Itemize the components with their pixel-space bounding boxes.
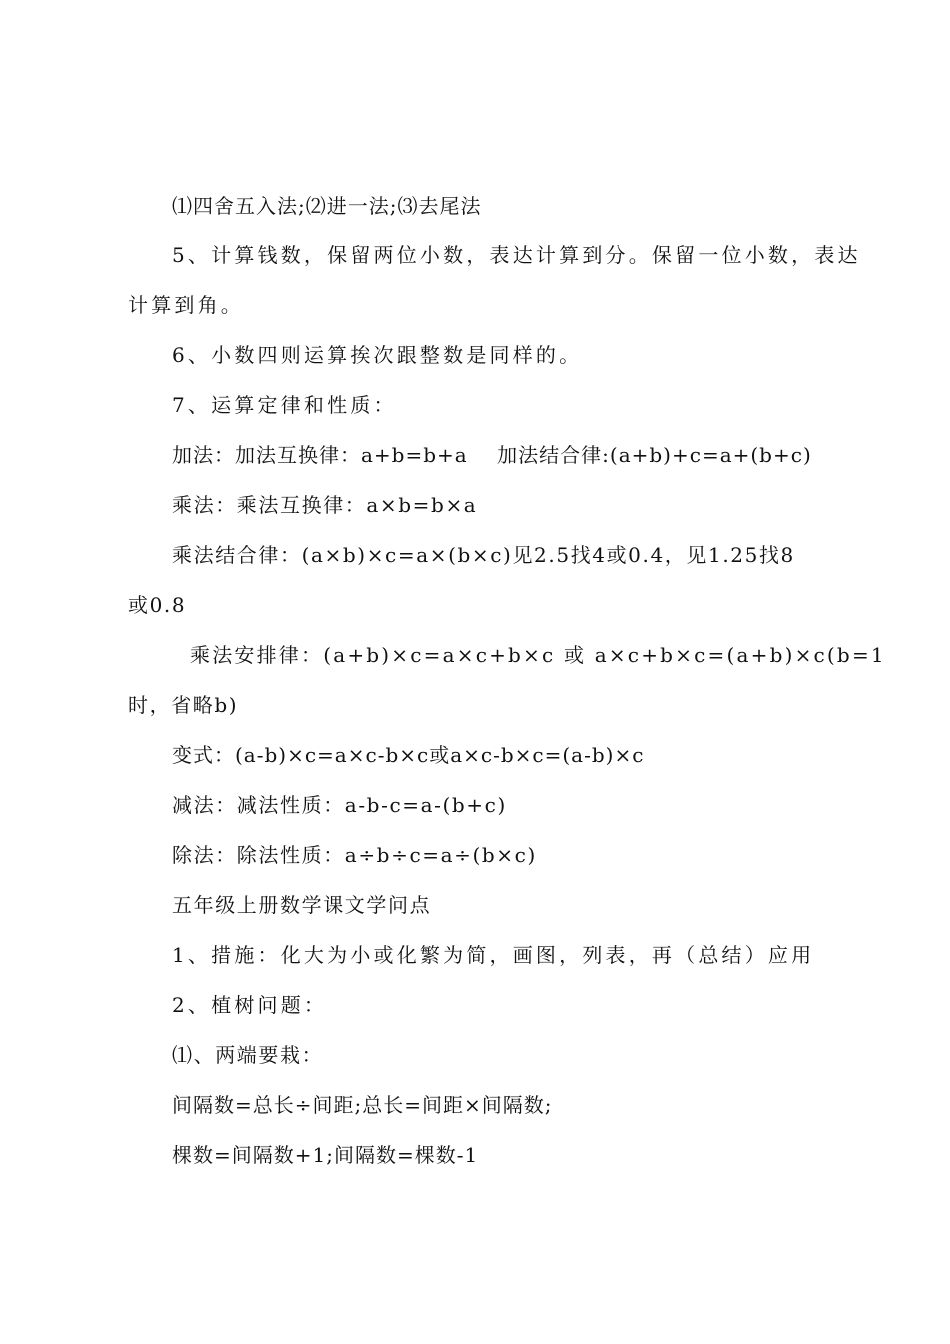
item-5-continuation: 计算到角。 [128,293,244,317]
division-property-line: 除法：除法性质：a÷b÷c=a÷(b×c) [172,843,537,867]
tree-planting-heading: 2、植树问题： [172,993,328,1017]
multiplication-associative-continuation: 或0.8 [128,593,187,617]
distributive-law-line: 乘法安排律：(a+b)×c=a×c+b×c 或 a×c+b×c=(a+b)×c(b=1 [190,643,886,667]
rounding-methods-line: ⑴四舍五入法;⑵进一法;⑶去尾法 [172,194,482,218]
methods-line: 1、措施：化大为小或化繁为简，画图，列表，再（总结）应用 [172,943,815,967]
distributive-law-continuation: 时，省略b) [128,693,239,717]
interval-formula-line: 间隔数=总长÷间距;总长=间距×间隔数; [172,1093,553,1117]
both-ends-heading: ⑴、两端要栽： [172,1043,324,1067]
tree-count-formula-line: 棵数=间隔数+1;间隔数=棵数-1 [172,1143,479,1167]
section-heading: 五年级上册数学课文学问点 [172,893,432,917]
item-5-line: 5、计算钱数，保留两位小数，表达计算到分。保留一位小数，表达 [172,243,861,267]
addition-laws-line: 加法：加法互换律：a+b=b+a 加法结合律:(a+b)+c=a+(b+c) [172,443,812,467]
item-6-line: 6、小数四则运算挨次跟整数是同样的。 [172,343,583,367]
variant-formula-line: 变式：(a-b)×c=a×c-b×c或a×c-b×c=(a-b)×c [172,743,645,767]
multiplication-associative-line: 乘法结合律：(a×b)×c=a×(b×c)见2.5找4或0.4，见1.25找8 [172,543,795,567]
multiplication-commutative-line: 乘法：乘法互换律：a×b=b×a [172,493,478,517]
subtraction-property-line: 减法：减法性质：a-b-c=a-(b+c) [172,793,507,817]
item-7-heading: 7、运算定律和性质： [172,393,397,417]
